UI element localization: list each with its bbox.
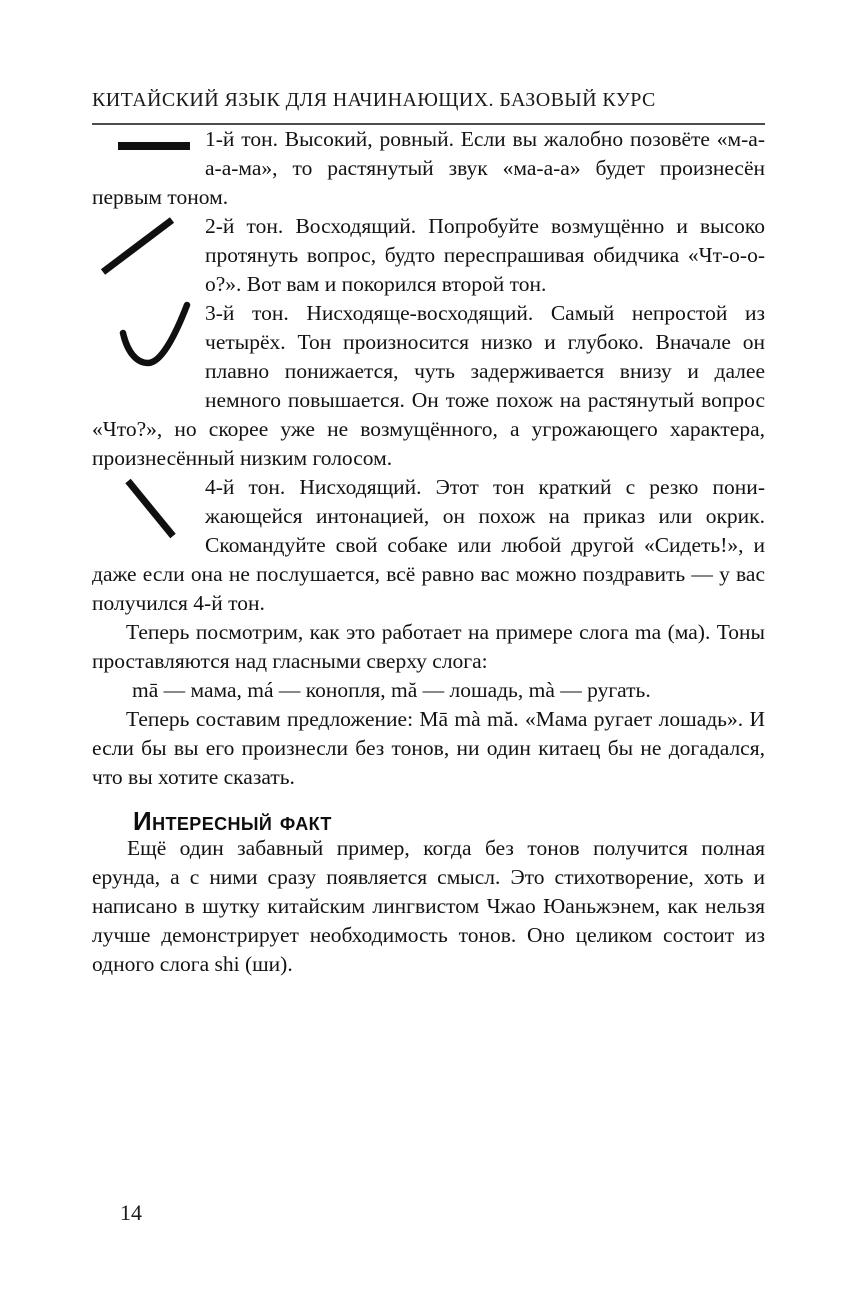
tone-4-paragraph [92, 473, 765, 618]
tone-2-paragraph [92, 212, 765, 299]
example-intro-paragraph: Теперь посмотрим, как это работает на примере слога ma (ма). Тоны проставляются над гласными сверху слога: [92, 620, 765, 673]
tone-3-paragraph [92, 299, 765, 473]
interesting-fact-heading: Интересный факт [133, 806, 332, 836]
tone-3-falling-rising-curve-icon [92, 299, 205, 407]
tone-4-text: 4-й тон. Нисходящий. Этот тон краткий с резко понижающейся интонацией, он похож на приказ или окрик. Скомандуйте свой собаке или любой другой «Сидеть!», и даже если она не послушается, всё равно вас можно поздравить — у вас получился 4-й тон. [92, 475, 765, 615]
tone-1-flat-line-icon [92, 125, 205, 175]
running-head: КИТАЙСКИЙ ЯЗЫК ДЛЯ НАЧИНАЮЩИХ. БАЗОВЫЙ КУРС [92, 89, 656, 111]
page-number: 14 [120, 1200, 142, 1225]
tone-4-falling-line-icon [92, 473, 205, 553]
tone-3-text: 3-й тон. Нисходяще-восходящий. Самый непростой из четырёх. Тон произносится низко и глубоко. Вначале он плавно понижается, чуть задерживается внизу и далее немного повышается. Он тоже похож на растянутый вопрос «Что?», но скорее уже не возмущённого, а угрожающего характера, произнесённый низким голосом. [92, 301, 765, 470]
sentence-example-paragraph: Теперь составим предложение: Mā mà mă. «Мама ругает лошадь». И если бы вы его произнесли без тонов, ни один китаец бы не догадался, что вы хотите сказать. [92, 707, 765, 789]
ma-tone-examples-line: mā — мама, má — конопля, mă — лошадь, mà — ругать. [132, 678, 651, 702]
tone-1-text: 1-й тон. Высокий, ровный. Если вы жалобно позовёте «м-а-а-а-ма», то растянутый звук «ма-а-а» будет произнесён первым тоном. [92, 127, 765, 209]
tone-2-text: 2-й тон. Восходящий. Попробуйте возмущённо и высоко протянуть вопрос, будто переспрашивая обидчика «Чт-о-о-о?». Вот вам и покорился второй тон. [205, 214, 765, 296]
page-content [92, 0, 765, 979]
tone-1-paragraph [92, 125, 765, 212]
interesting-fact-paragraph: Ещё один забавный пример, когда без тонов получится полная ерунда, а с ними сразу появляется смысл. Это стихотворение, хоть и написано в шутку китайским лингвистом Чжао Юаньжэнем, как нельзя лучше демонстрирует необходимость тонов. Оно целиком состоит из одного слога shi (ши). [92, 836, 765, 976]
tone-2-rising-line-icon [92, 212, 205, 292]
